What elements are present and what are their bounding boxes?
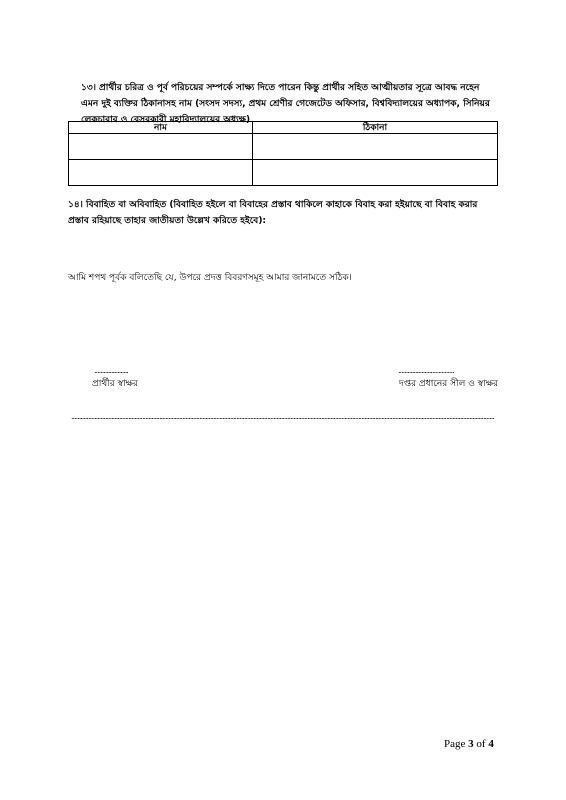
- office-head-signature-label: দপ্তর প্রধানের সীল ও স্বাক্ষর: [399, 379, 499, 389]
- total-pages: 4: [488, 738, 494, 750]
- name-cell[interactable]: [69, 134, 253, 160]
- table-row: [69, 160, 498, 186]
- candidate-signature-label: প্রার্থীর স্বাক্ষর: [92, 379, 138, 389]
- oath-statement: আমি শপথ পূর্বক বলিতেছি যে, উপরে প্রদত্ত বিবরণসমূহ আমার জানামতে সঠিক।: [68, 273, 352, 283]
- table-header-row: [69, 122, 498, 134]
- candidate-signature-line: ......................: [94, 366, 128, 375]
- address-cell[interactable]: [253, 160, 498, 186]
- name-column-header: নাম: [69, 122, 253, 134]
- office-head-signature-line: ....................................: [398, 366, 454, 375]
- address-cell[interactable]: [253, 134, 498, 160]
- reference-table: [68, 121, 498, 186]
- current-page: 3: [468, 738, 474, 750]
- question-13: ১৩। প্রার্থীর চরিত্র ও পূর্ব পরিচয়ের সম্পর্কে সাক্ষ্য দিতে পারেন কিন্তু প্রার্থীর সহিত আত্মীয়তার সূত্রে আবদ্ধ নহেন এমন দুই ব্যক্তির ঠিকানাসহ নাম (সংসদ সদস্য, প্রথম শ্রেণীর গেজেটেড অফিসার, বিশ্ববিদ্যালয়ের অধ্যাপক, সিনিয়র লেকচারার ও বেসরকারী মহাবিদ্যালয়ের অধ্যক্ষ): [81, 83, 490, 125]
- page-prefix: Page: [444, 738, 469, 750]
- dotted-separator: ..................................................................................................................................................................................................................................................................................: [71, 413, 494, 421]
- page-number: [444, 738, 494, 750]
- page-of: of: [473, 738, 489, 750]
- name-cell[interactable]: [69, 160, 253, 186]
- table-row: [69, 134, 498, 160]
- address-column-header: ঠিকানা: [253, 122, 498, 134]
- question-14: ১৪। বিবাহিত বা অবিবাহিত (বিবাহিত হইলে বা বিবাহের প্রস্তাব থাকিলে কাহাকে বিবাহ করা হইয়াছে বা বিবাহ করার প্রস্তাব রহিয়াছে তাহার জাতীয়তা উল্লেখ করিতে হইবে):: [68, 200, 478, 226]
